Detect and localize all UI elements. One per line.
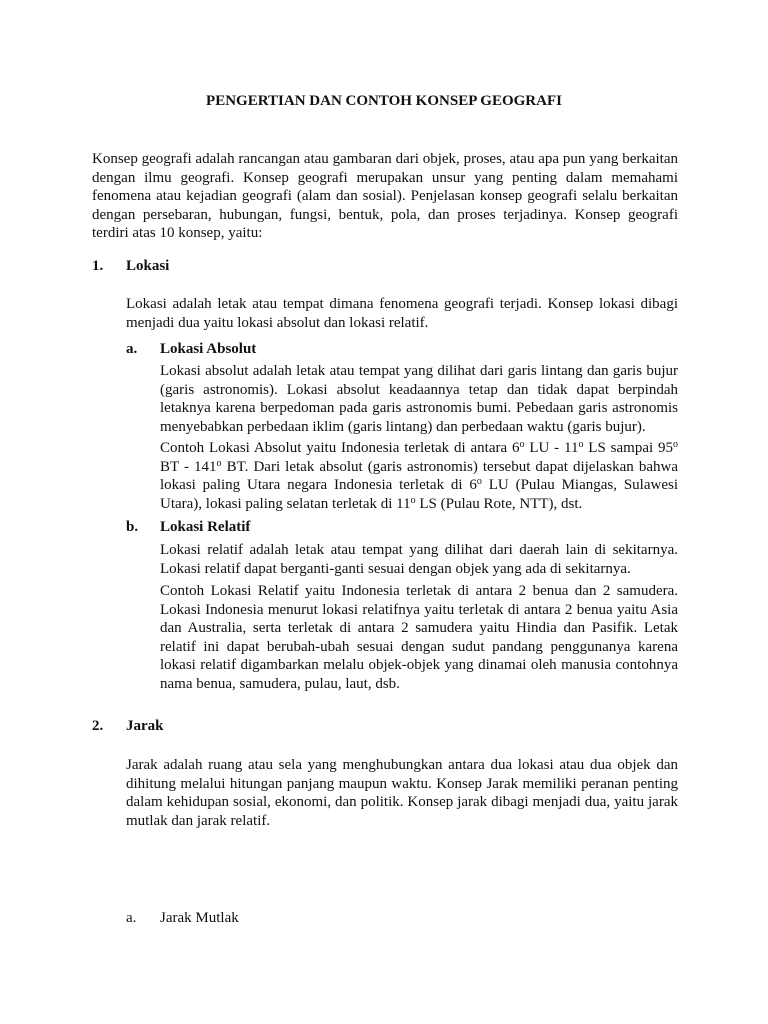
lokasi-absolut-definition: Lokasi absolut adalah letak atau tempat yang dilihat dari garis lintang dan garis bujur (garis astronomis). Lokasi absolut keadaannya tetap dan tidak dapat berpindah letaknya karena berpedoman pada garis astronomis bumi. Pebedaan garis astronomis menyebabkan perbedaan iklim (garis lintang) dan perbedaan waktu (garis bujur).: [160, 363, 678, 435]
jarak-intro-paragraph: Jarak adalah ruang atau sela yang menghubungkan antara dua lokasi atau dua objek dan dihitung melalui hitungan panjang maupun waktu. Konsep Jarak memiliki peranan penting dalam kehidupan sosial, ekonomi, dan politik. Konsep jarak dibagi menjadi dua, yaitu jarak mutlak dan jarak relatif.: [126, 757, 678, 829]
subsection-letter: a.: [126, 341, 138, 357]
page-title: PENGERTIAN DAN CONTOH KONSEP GEOGRAFI: [206, 93, 562, 109]
lokasi-relatif-definition: Lokasi relatif adalah letak atau tempat yang dilihat dari daerah lain di sekitarnya. Lokasi relatif dapat berganti-ganti sesuai dengan objek yang ada di sekitarnya.: [160, 542, 678, 577]
subsection-letter: a.: [126, 910, 137, 926]
subsection-heading-jarak-mutlak: Jarak Mutlak: [160, 910, 239, 926]
lokasi-absolut-example: Contoh Lokasi Absolut yaitu Indonesia terletak di antara 6$^o$ LU - 11$^o$ LS sampai 95$^o$ BT - 141$^o$ BT. Dari letak absolut (garis astronomis) tersebut dapat dijelaskan bahwa lokasi paling Utara negara Indonesia terletak di 6$^o$ LU (Pulau Miangas, Sulawesi Utara), lokasi paling selatan terletak di 11$^o$ LS (Pulau Rote, NTT), dst.: [160, 439, 678, 512]
subsection-letter: b.: [126, 519, 139, 535]
section-heading-lokasi: Lokasi: [126, 258, 170, 274]
section-number: 1.: [92, 258, 104, 274]
lokasi-relatif-example: Contoh Lokasi Relatif yaitu Indonesia terletak di antara 2 benua dan 2 samudera. Lokasi Indonesia menurut lokasi relatifnya yaitu terletak di antara 2 benua yaitu Asia dan Australia, serta terletak di antara 2 samudera yaitu Hindia dan Pasifik. Letak relatif ini dapat berubah-ubah sesuai dengan sudut pandang penggunanya karena lokasi relatif digambarkan melalu objek-objek yang dinamai oleh manusia contohnya nama benua, samudera, pulau, laut, dsb.: [160, 583, 678, 692]
lokasi-intro-paragraph: Lokasi adalah letak atau tempat dimana fenomena geografi terjadi. Konsep lokasi dibagi menjadi dua yaitu lokasi absolut dan lokasi relatif.: [126, 296, 678, 331]
section-number: 2.: [92, 718, 104, 734]
subsection-heading-lokasi-absolut: Lokasi Absolut: [160, 341, 257, 357]
section-heading-jarak: Jarak: [126, 718, 164, 734]
subsection-heading-lokasi-relatif: Lokasi Relatif: [160, 519, 251, 535]
intro-paragraph: Konsep geografi adalah rancangan atau gambaran dari objek, proses, atau apa pun yang berkaitan dengan ilmu geografi. Konsep geografi merupakan unsur yang penting dalam memahami fenomena atau kejadian geografi (alam dan sosial). Penjelasan konsep geografi selalu berkaitan dengan persebaran, hubungan, fungsi, bentuk, pola, dan proses terjadinya. Konsep geografi terdiri atas 10 konsep, yaitu:: [92, 151, 678, 242]
